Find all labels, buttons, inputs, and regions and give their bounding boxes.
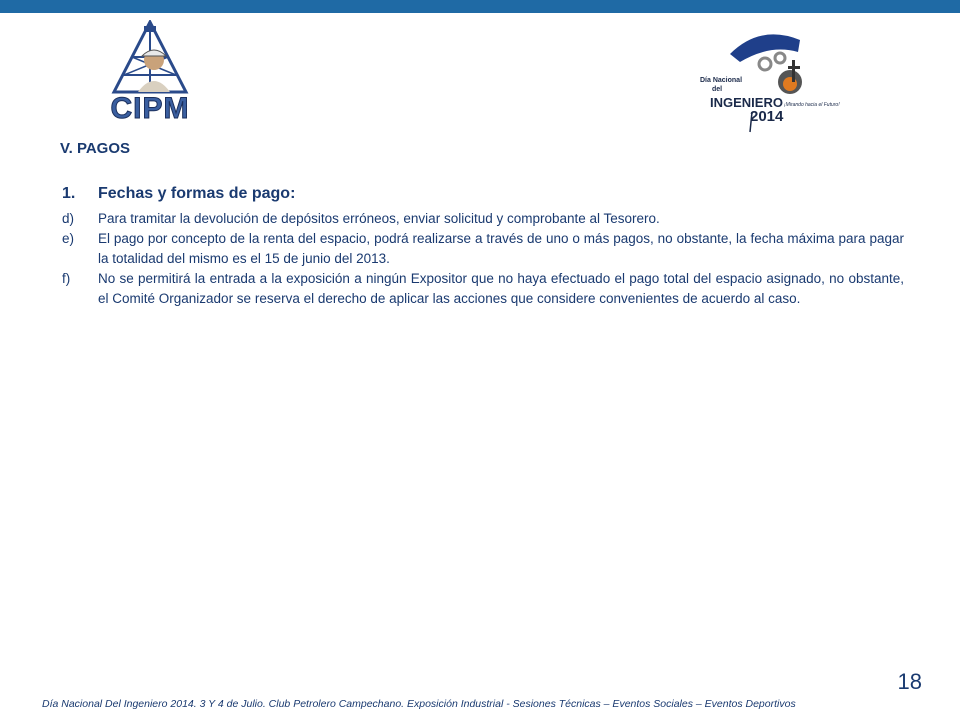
- list-item: [62, 269, 904, 309]
- footer-text: Día Nacional Del Ingeniero 2014. 3 Y 4 de Julio. Club Petrolero Campechano. Exposición Industrial - Sesiones Técnicas – Eventos Sociales – Eventos Deportivos: [42, 698, 796, 710]
- item-text: El pago por concepto de la renta del espacio, podrá realizarse a través de uno o más pagos, no obstante, la fecha máxima para pagar la totalidad del mismo es el 15 de junio del 2013.: [98, 231, 904, 266]
- logo-line2: del: [712, 86, 723, 93]
- subheading-number: 1.: [62, 185, 76, 202]
- logo-year: 2014: [750, 108, 784, 125]
- subheading-text: Fechas y formas de pago:: [98, 185, 296, 202]
- page-number: 18: [897, 669, 922, 694]
- item-letter: d): [62, 211, 75, 226]
- cipm-logo: [102, 20, 198, 122]
- item-text: Para tramitar la devolución de depósitos erróneos, enviar solicitud y comprobante al Tesorero.: [98, 211, 660, 226]
- dia-nacional-logo: [700, 22, 840, 134]
- logo-slogan: ¡Mirando hacia el Futuro!: [784, 102, 840, 108]
- item-letter: f): [62, 271, 71, 286]
- section-title: V. PAGOS: [60, 140, 131, 157]
- logo-line3: INGENIERO: [710, 95, 783, 110]
- item-list: [62, 209, 904, 309]
- list-item: [62, 209, 904, 229]
- subheading: [62, 185, 295, 203]
- list-item: [62, 229, 904, 269]
- item-text: No se permitirá la entrada a la exposición a ningún Expositor que no haya efectuado el pago total del espacio asignado, no obstante, el Comité Organizador se reserva el derecho de aplicar las acciones que considere convenientes de acuerdo al caso.: [98, 271, 904, 306]
- logo-line1: Día Nacional: [700, 77, 743, 84]
- svg-text:CIPM: CIPM: [110, 92, 190, 122]
- item-letter: e): [62, 231, 75, 246]
- top-bar: [0, 0, 960, 13]
